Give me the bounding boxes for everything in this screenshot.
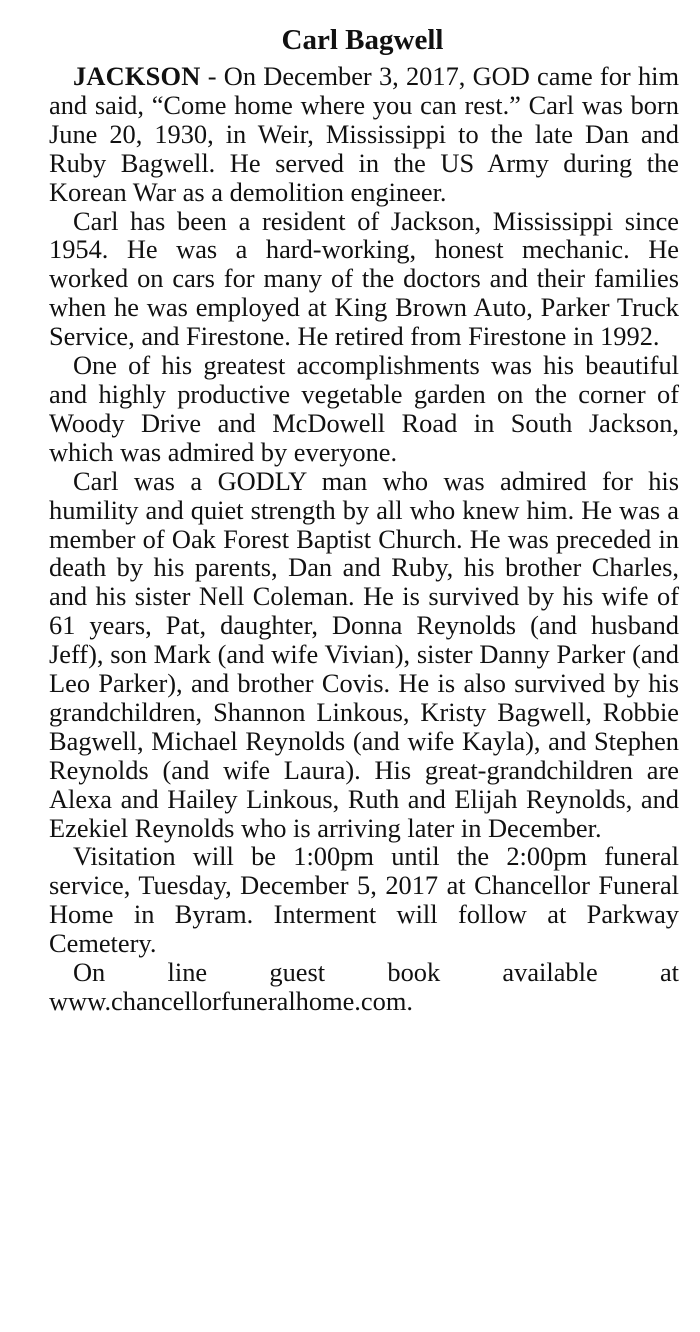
paragraph-intro bbox=[49, 62, 679, 207]
paragraph-guestbook: On line guest book available at www.chancellorfuneralhome.com. bbox=[49, 957, 679, 1016]
obituary bbox=[49, 18, 679, 1016]
paragraph-residence: Carl has been a resident of Jackson, Mississippi since 1954. He was a hard-working, honest mechanic. He worked on cars for many of the doctors and their families when he was employed at King Brown Auto, Parker Truck Service, and Firestone. He retired from Firestone in 1992. bbox=[49, 205, 679, 352]
dateline: JACKSON bbox=[73, 61, 201, 91]
paragraph-garden: One of his greatest accomplishments was his beautiful and highly productive vegetable garden on the corner of Woody Drive and McDowell Road in South Jackson, which was admired by everyone. bbox=[49, 350, 679, 467]
paragraph-family: Carl was a GODLY man who was admired for his humility and quiet strength by all who knew him. He was a member of Oak Forest Baptist Church. He was preceded in death by his parents, Dan and Ruby, his brother Charles, and his sister Nell Coleman. He is survived by his wife of 61 years, Pat, daughter, Donna Reynolds (and husband Jeff), son Mark (and wife Vivian), sister Danny Parker (and Leo Parker), and brother Covis. He is also survived by his grandchildren, Shannon Linkous, Kristy Bagwell, Robbie Bagwell, Michael Reynolds (and wife Kayla), and Stephen Reynolds (and wife Laura). His great-grandchildren are Alexa and Hailey Linkous, Ruth and Elijah Reynolds, and Ezekiel Reynolds who is arriving later in December. bbox=[49, 465, 679, 843]
paragraph-services: Visitation will be 1:00pm until the 2:00pm funeral service, Tuesday, December 5, 2017 at Chancellor Funeral Home in Byram. Interment will follow at Parkway Cemetery. bbox=[49, 841, 679, 959]
paragraph-intro-text: - On December 3, 2017, GOD came for him and said, “Come home where you can rest.” Carl was born June 20, 1930, in Weir, Mississippi to the late Dan and Ruby Bagwell. He served in the US Army during the Korean War as a demolition engineer. bbox=[49, 61, 679, 207]
obituary-title: Carl Bagwell bbox=[281, 24, 444, 56]
